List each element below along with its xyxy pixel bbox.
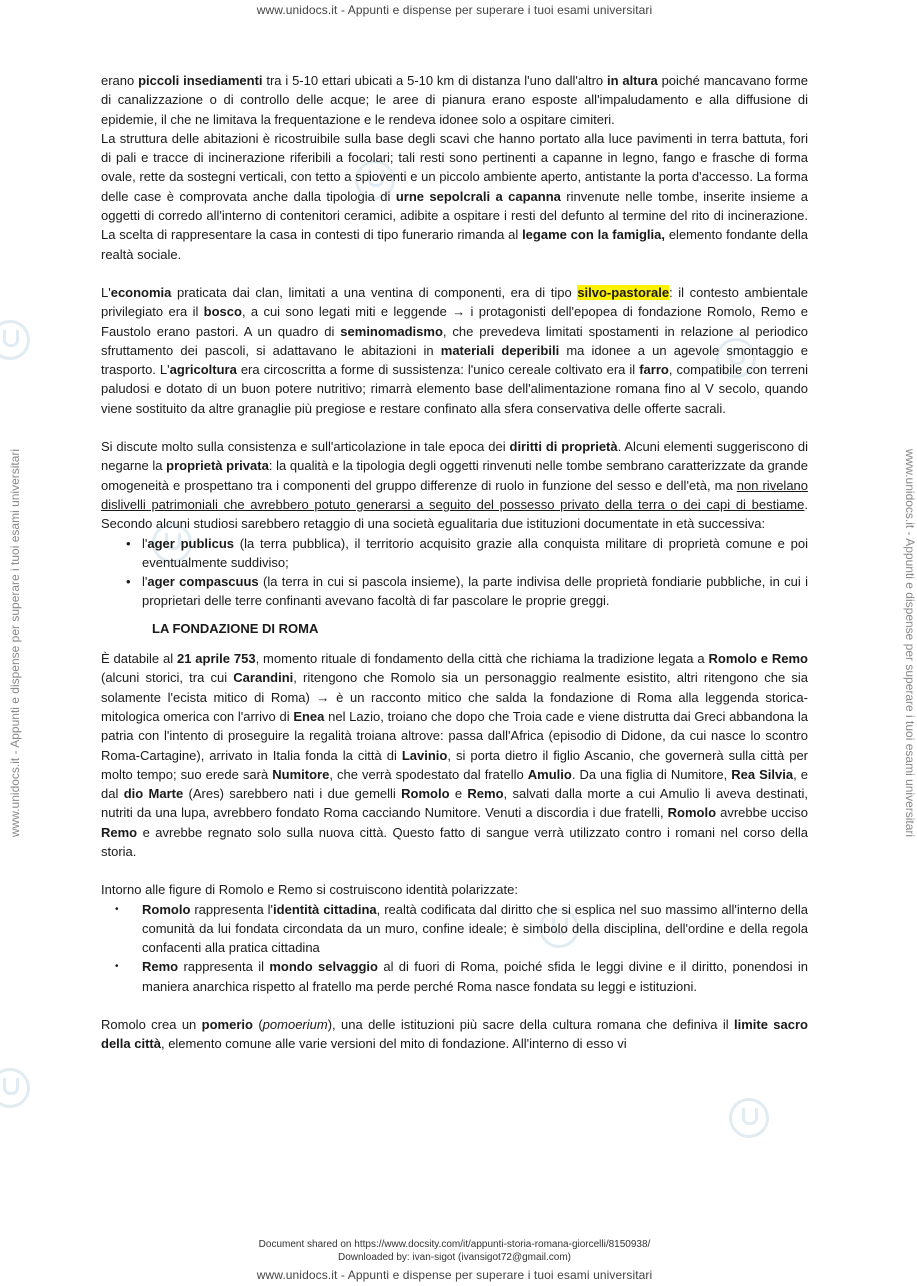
paragraph: Intorno alle figure di Romolo e Remo si costruiscono identità polarizzate: [101, 882, 518, 898]
left-watermark-text: www.unidocs.it - Appunti e dispense per superare i tuoi esami universitari [8, 448, 22, 838]
top-banner: www.unidocs.it - Appunti e dispense per superare i tuoi esami universitari [256, 3, 653, 17]
document-body [101, 71, 808, 1054]
underlined-text: non rivelano dislivelli patrimoniali che avrebbero potuto generarsi a seguito del possesso privato della terra o dei capi di bestiame [101, 477, 809, 512]
unidocs-logo-watermark-icon [729, 1098, 769, 1138]
list-item: • Remo rappresenta il mondo selvaggio al di fuori di Roma, poiché sfida le leggi divine e il diritto, ponendosi in maniera anarchica rispetto al fratello ma perde perché Roma nasce fondata su leggi e istituzioni. [101, 957, 808, 996]
paragraph: La struttura delle abitazioni è ricostruibile sulla base degli scavi che hanno portato alla luce pavimenti in terra battuta, fori di pali e tracce di incinerazione riferibili a focolari; tali resti sono pertinenti a capanne in legno, fango e frasche di forma ovale, rette da sostegni verticali, con tetto a spioventi e un piccolo ambiente aperto, antistante la porta d'accesso. La forma delle case è comprovata anche dalla tipologia di urne sepolcrali a capanna rinvenute nelle tombe, inserite insieme a oggetti di corredo all'interno di contenitori ceramici, adibite a ospitare i resti del defunto al termine del rito di incinerazione. La scelta di rappresentare la casa in contesti di tipo funerario rimanda al legame con la famiglia, elemento fondante della realtà sociale. [101, 130, 809, 262]
unidocs-logo-watermark-icon [0, 1068, 30, 1108]
highlighted-term: silvo-pastorale [577, 284, 670, 300]
docsity-footer [0, 1238, 909, 1264]
footer-share-line: Document shared on https://www.docsity.com/it/appunti-storia-romana-giorcelli/8150938/ [258, 1239, 651, 1250]
section-heading: LA FONDAZIONE DI ROMA [152, 620, 319, 636]
paragraph: Si discute molto sulla consistenza e sull'articolazione in tale epoca dei diritti di proprietà. Alcuni elementi suggeriscono di negarne la proprietà privata: la qualità e la tipologia degli oggetti rinvenuti nelle tombe sembrano caratterizzate da grande omogeneità e prospettano tra i componenti del gruppo differenze di ruolo in funzione del sesso e dell'età, ma non rivelano dislivelli patrimoniali che avrebbero potuto generarsi a seguito del possesso privato della terra o dei capi di bestiame. Secondo alcuni studiosi sarebbero retaggio di una società egualitaria due istituzioni documentate in età successiva: [101, 439, 809, 532]
right-watermark-text: www.unidocs.it - Appunti e dispense per superare i tuoi esami universitari [903, 448, 917, 838]
paragraph: erano piccoli insediamenti tra i 5-10 ettari ubicati a 5-10 km di distanza l'uno dall'altro in altura poiché mancavano forme di canalizzazione o di controllo delle acque; le aree di pianura erano esposte all'impaludamento e alla diffusione di epidemie, il che ne limitava la frequentazione e le rendeva idonee solo a ospitare cimiteri. [101, 73, 808, 127]
paragraph: Romolo crea un pomerio (pomoerium), una delle istituzioni più sacre della cultura romana che definiva il limite sacro della città, elemento comune alle varie versioni del mito di fondazione. All'interno di esso vi [101, 1017, 808, 1052]
paragraph: L'economia praticata dai clan, limitati a una ventina di componenti, era di tipo silvo-pastorale: il contesto ambientale privilegiato era il bosco, a cui sono legati miti e leggende → i protagonisti dell'epopea di fondazione Romolo, Remo e Faustolo erano pastori. A un quadro di seminomadismo, che prevedeva limitati spostamenti in relazione al periodico sfruttamento dei pascoli, si adattavano le abitazioni in materiali deperibili ma idonee a un agevole smontaggio e trasporto. L'agricoltura era circoscritta a forme di sussistenza: l'unico cereale coltivato era il farro, compatibile con terreni paludosi e dotato di un buon potere nutritivo; rimarrà elemento base dell'alimentazione romana fino al V secolo, quando viene sostituito da altre granaglie più pregiose e restare confinato alla sfera conservativa delle offerte sacrali. [101, 284, 809, 416]
list-item: • l'ager compascuus (la terra in cui si pascola insieme), la parte indivisa delle proprietà fondiarie pubbliche, in cui i proprietari delle terre confinanti avevano facoltà di far pascolare le proprie greggi. [101, 572, 808, 611]
bottom-banner: www.unidocs.it - Appunti e dispense per superare i tuoi esami universitari [256, 1268, 653, 1282]
list-item: • Romolo rappresenta l'identità cittadina, realtà codificata dal diritto che si esplica nel suo massimo all'interno della comunità da lui fondata circondata da un muro, confine ideale; è simbolo della disciplina, dell'ordine e della regola confacenti alla pratica cittadina [101, 900, 808, 958]
list-item: • l'ager publicus (la terra pubblica), il territorio acquisito grazie alla conquista militare di proprietà comune e poi eventualmente suddiviso; [101, 534, 808, 573]
unidocs-logo-watermark-icon [0, 320, 30, 360]
paragraph: È databile al 21 aprile 753, momento rituale di fondamento della città che richiama la tradizione legata a Romolo e Remo (alcuni storici, tra cui Carandini, ritengono che Romolo sia un personaggio realmente esistito, altri ritengono che sia solamente l'ecista mitico di Roma) → è un racconto mitico che salda la fondazione di Roma alla leggenda storica-mitologica omerica con l'arrivo di Enea nel Lazio, troiano che dopo che Troia cade e viene distrutta dai Greci abbandona la patria con l'intento di proseguire la regalità troiana altrove: passa dall'Africa (episodio di Didone, da cui nasce lo scontro Roma-Cartagine), arrivato in Italia fonda la città di Lavinio, si porta dietro il figlio Ascanio, che governerà sulla città per molto tempo; suo erede sarà Numitore, che verrà spodestato dal fratello Amulio. Da una figlia di Numitore, Rea Silvia, e dal dio Marte (Ares) sarebbero nati i due gemelli Romolo e Remo, salvati dalla morte a cui Amulio li aveva destinati, nutriti da una lupa, avrebbero fondato Roma cacciando Numitore. Venuti a discordia i due fratelli, Romolo avrebbe ucciso Remo e avrebbe regnato solo sulla nuova città. Questo fatto di sangue verrà utilizzato contro i romani nel corso della storia. [101, 651, 809, 859]
footer-download-line: Downloaded by: ivan-sigot (ivansigot72@gmail.com) [337, 1252, 572, 1263]
bullet-list [101, 534, 808, 611]
bullet-list [101, 900, 808, 996]
